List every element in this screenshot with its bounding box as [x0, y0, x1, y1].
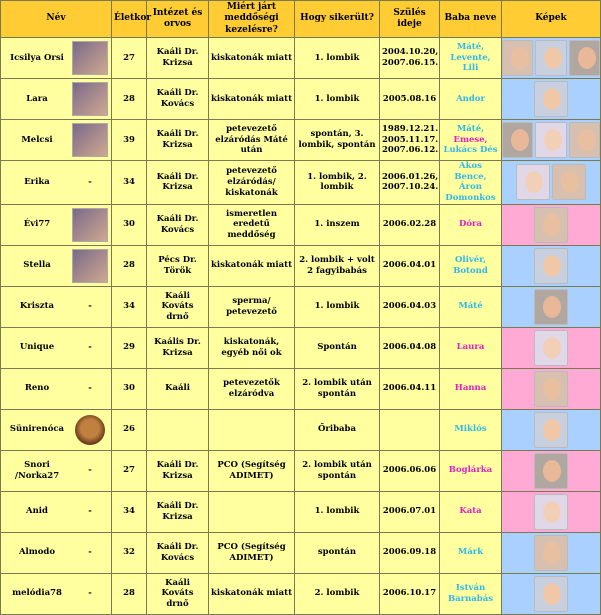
- cell-reason: PCO (Segítség ADIMET): [209, 532, 295, 573]
- cell-clinic: Kaáli: [147, 368, 209, 409]
- cell-photos: [502, 120, 601, 161]
- cell-photos: [502, 204, 601, 245]
- cell-age: 26: [112, 409, 147, 450]
- baby-name: Lukács Dés: [443, 145, 498, 156]
- cell-baby-name: [440, 491, 502, 532]
- cell-result: 1. lombik: [295, 286, 380, 327]
- cell-name: [1, 245, 112, 286]
- cell-reason: petevezető elzáródás Máté után: [209, 120, 295, 161]
- baby-photo[interactable]: [534, 453, 568, 489]
- baby-photo[interactable]: [502, 40, 533, 76]
- header-age: Életkor: [112, 1, 147, 38]
- cell-baby-name: [440, 161, 502, 205]
- cell-result: 1. lombik: [295, 79, 380, 120]
- member-name: Lara: [26, 93, 48, 104]
- cell-result: 2. lombik után spontán: [295, 450, 380, 491]
- cell-baby-name: [440, 245, 502, 286]
- baby-photo[interactable]: [534, 494, 568, 530]
- cell-photos: [502, 38, 601, 79]
- cell-birth-date: 2006.09.18: [380, 532, 440, 573]
- member-name: Icsilya Orsi: [10, 52, 64, 63]
- cell-clinic: Kaáli Dr. Krizsa: [147, 161, 209, 205]
- cell-name: [1, 161, 112, 205]
- baby-name: Márk: [457, 547, 484, 558]
- cell-age: 32: [112, 532, 147, 573]
- baby-photo[interactable]: [534, 412, 568, 448]
- cell-result: spontán: [295, 532, 380, 573]
- cell-result: 2. lombik: [295, 573, 380, 614]
- baby-photo[interactable]: [534, 371, 568, 407]
- baby-photo[interactable]: [534, 576, 568, 612]
- cell-photos: [502, 286, 601, 327]
- cell-clinic: Kaáli Kováts drnő: [147, 573, 209, 614]
- no-avatar-dash: -: [88, 383, 92, 394]
- header-row: [1, 1, 601, 38]
- header-birth-date: Szülés ideje: [380, 1, 440, 38]
- cell-name: [1, 79, 112, 120]
- cell-photos: [502, 327, 601, 368]
- cell-age: 28: [112, 573, 147, 614]
- cell-reason: ismeretlen eredetű meddőség: [209, 204, 295, 245]
- cell-photos: [502, 491, 601, 532]
- baby-name: Áron Domonkos: [445, 182, 496, 203]
- baby-name: Laura: [456, 342, 485, 353]
- cell-clinic: Pécs Dr. Török: [147, 245, 209, 286]
- baby-photo[interactable]: [534, 330, 568, 366]
- cell-baby-name: [440, 327, 502, 368]
- member-name: Sünirenóca: [9, 424, 65, 435]
- cell-birth-date: 2006.04.08: [380, 327, 440, 368]
- header-photos: Képek: [502, 1, 601, 38]
- cell-baby-name: [440, 79, 502, 120]
- no-avatar-dash: -: [88, 588, 92, 599]
- baby-name: Ákos Bence,: [454, 161, 487, 182]
- baby-name: Levente, Lili: [450, 52, 491, 74]
- cell-age: 27: [112, 450, 147, 491]
- cell-clinic: Kaális Dr. Krizsa: [147, 327, 209, 368]
- cell-result: 1. lombik: [295, 38, 380, 79]
- table-row: [1, 368, 601, 409]
- table-row: [1, 204, 601, 245]
- cell-result: spontán, 3. lombik, spontán: [295, 120, 380, 161]
- baby-photo[interactable]: [534, 207, 568, 243]
- member-avatar: [72, 249, 108, 283]
- baby-name: Hanna: [454, 383, 487, 394]
- cell-reason: kiskatonák miatt: [209, 573, 295, 614]
- cell-name: [1, 204, 112, 245]
- cell-baby-name: [440, 368, 502, 409]
- cell-clinic: Kaáli Dr. Kovács: [147, 532, 209, 573]
- baby-photo[interactable]: [534, 289, 568, 325]
- cell-reason: kiskatonák miatt: [209, 245, 295, 286]
- cell-clinic: Kaáli Dr. Krizsa: [147, 450, 209, 491]
- cell-reason: kiskatonák miatt: [209, 38, 295, 79]
- header-clinic: Intézet és orvos: [147, 1, 209, 38]
- cell-name: [1, 368, 112, 409]
- cell-reason: petevezető elzáródás/ kiskatonák: [209, 161, 295, 205]
- member-name: Reno: [24, 383, 50, 394]
- table-row: [1, 245, 601, 286]
- cell-birth-date: 2006.07.01: [380, 491, 440, 532]
- cell-age: 34: [112, 286, 147, 327]
- cell-birth-date: 2006.04.11: [380, 368, 440, 409]
- member-name: Erika: [24, 176, 50, 187]
- member-name: Kriszta: [19, 301, 55, 312]
- cell-reason: petevezetők elzáródva: [209, 368, 295, 409]
- table-row: [1, 120, 601, 161]
- cell-result: 2. lombik + volt 2 fagyibabás: [295, 245, 380, 286]
- table-row: [1, 327, 601, 368]
- cell-name: [1, 491, 112, 532]
- no-avatar-dash: -: [88, 465, 92, 476]
- baby-photo[interactable]: [535, 122, 566, 158]
- cell-birth-date: 2004.10.20, 2007.06.15.: [380, 38, 440, 79]
- cell-age: 30: [112, 204, 147, 245]
- member-name: Stella: [23, 260, 51, 271]
- cell-birth-date: 2006.06.06: [380, 450, 440, 491]
- cell-clinic: Kaáli Dr. Kovács: [147, 79, 209, 120]
- baby-name: István Barnabás: [447, 582, 494, 604]
- cell-reason: PCO (Segítség ADIMET): [209, 450, 295, 491]
- cell-baby-name: [440, 204, 502, 245]
- baby-name: Botond: [453, 265, 488, 276]
- cell-photos: [502, 161, 601, 205]
- cell-baby-name: [440, 120, 502, 161]
- cell-name: [1, 573, 112, 614]
- table-row: [1, 491, 601, 532]
- cell-result: Őribaba: [295, 409, 380, 450]
- cell-birth-date: 2006.04.01: [380, 245, 440, 286]
- cell-age: 30: [112, 368, 147, 409]
- member-name: Évi77: [23, 219, 51, 230]
- cell-name: [1, 38, 112, 79]
- cell-result: 1. lombik: [295, 491, 380, 532]
- cell-age: 34: [112, 491, 147, 532]
- cell-age: 28: [112, 245, 147, 286]
- cell-clinic: [147, 409, 209, 450]
- member-name: melódia78: [12, 588, 62, 599]
- baby-name: Miklós: [454, 424, 487, 435]
- cell-photos: [502, 532, 601, 573]
- member-name: Unique: [19, 342, 55, 353]
- cell-age: 27: [112, 38, 147, 79]
- baby-name: Boglárka: [448, 465, 493, 476]
- cell-birth-date: 2006.01.26, 2007.10.24.: [380, 161, 440, 205]
- baby-name: Andor: [456, 93, 485, 104]
- cell-age: 34: [112, 161, 147, 205]
- cell-name: [1, 409, 112, 450]
- cell-name: [1, 450, 112, 491]
- cell-baby-name: [440, 573, 502, 614]
- cell-result: 2. lombik után spontán: [295, 368, 380, 409]
- cell-photos: [502, 573, 601, 614]
- member-avatar: [72, 41, 108, 75]
- cell-photos: [502, 245, 601, 286]
- member-name: Melcsi: [21, 134, 53, 145]
- cell-age: 28: [112, 79, 147, 120]
- hedgehog-avatar: [75, 415, 105, 445]
- cell-name: [1, 532, 112, 573]
- cell-birth-date: 2006.02.28: [380, 204, 440, 245]
- cell-clinic: Kaáli Dr. Krizsa: [147, 38, 209, 79]
- cell-birth-date: [380, 409, 440, 450]
- cell-baby-name: [440, 450, 502, 491]
- baby-photo[interactable]: [534, 81, 568, 117]
- baby-photo[interactable]: [534, 535, 568, 571]
- cell-reason: sperma/ petevezető: [209, 286, 295, 327]
- table-row: [1, 573, 601, 614]
- baby-name: Kata: [459, 506, 482, 517]
- header-result: Hogy sikerült?: [295, 1, 380, 38]
- cell-birth-date: 2005.08.16: [380, 79, 440, 120]
- cell-photos: [502, 368, 601, 409]
- cell-name: [1, 120, 112, 161]
- no-avatar-dash: -: [88, 342, 92, 353]
- table-row: [1, 450, 601, 491]
- cell-photos: [502, 450, 601, 491]
- cell-age: 39: [112, 120, 147, 161]
- cell-result: 1. lombik, 2. lombik: [295, 161, 380, 205]
- no-avatar-dash: -: [88, 547, 92, 558]
- cell-clinic: Kaáli Dr. Kovács: [147, 204, 209, 245]
- table-row: [1, 532, 601, 573]
- header-reason: Miért járt meddőségi kezelésre?: [209, 1, 295, 38]
- member-avatar: [72, 123, 108, 157]
- table-row: [1, 38, 601, 79]
- cell-baby-name: [440, 38, 502, 79]
- cell-reason: kiskatonák, egyéb női ok: [209, 327, 295, 368]
- baby-name: Olivér,: [454, 254, 487, 265]
- cell-result: Spontán: [295, 327, 380, 368]
- member-avatar: [72, 208, 108, 242]
- baby-photo[interactable]: [552, 164, 586, 200]
- header-baby-name: Baba neve: [440, 1, 502, 38]
- header-name: Név: [1, 1, 112, 38]
- cell-reason: [209, 409, 295, 450]
- baby-photo[interactable]: [516, 164, 550, 200]
- cell-reason: kiskatonák miatt: [209, 79, 295, 120]
- cell-clinic: Kaáli Dr. Krizsa: [147, 491, 209, 532]
- cell-birth-date: 1989.12.21. 2005.11.17. 2007.06.12.: [380, 120, 440, 161]
- baby-name: Máté,: [456, 124, 485, 135]
- member-name: Snori /Norka27: [14, 459, 60, 481]
- no-avatar-dash: -: [88, 176, 92, 187]
- cell-photos: [502, 409, 601, 450]
- cell-photos: [502, 79, 601, 120]
- baby-name: Máté: [458, 301, 483, 312]
- baby-photo[interactable]: [502, 122, 533, 158]
- table-row: [1, 409, 601, 450]
- baby-photo[interactable]: [534, 248, 568, 284]
- member-name: Almodo: [18, 547, 56, 558]
- table-row: [1, 161, 601, 205]
- cell-age: 29: [112, 327, 147, 368]
- baby-name: Emese,: [453, 134, 488, 145]
- no-avatar-dash: -: [88, 506, 92, 517]
- cell-reason: [209, 491, 295, 532]
- cell-birth-date: 2006.04.03: [380, 286, 440, 327]
- baby-photo[interactable]: [569, 122, 600, 158]
- cell-birth-date: 2006.10.17: [380, 573, 440, 614]
- table-row: [1, 286, 601, 327]
- member-name: Anid: [26, 506, 48, 517]
- baby-name: Dóra: [458, 219, 483, 230]
- cell-baby-name: [440, 409, 502, 450]
- baby-name: Máté,: [456, 42, 485, 53]
- cell-name: [1, 286, 112, 327]
- cell-clinic: Kaáli Kováts drnő: [147, 286, 209, 327]
- baby-photo[interactable]: [535, 40, 566, 76]
- member-avatar: [72, 82, 108, 116]
- cell-clinic: Kaáli Dr. Krizsa: [147, 120, 209, 161]
- no-avatar-dash: -: [88, 301, 92, 312]
- baby-photo[interactable]: [569, 40, 600, 76]
- cell-baby-name: [440, 532, 502, 573]
- cell-baby-name: [440, 286, 502, 327]
- cell-result: 1. inszem: [295, 204, 380, 245]
- cell-name: [1, 327, 112, 368]
- table-row: [1, 79, 601, 120]
